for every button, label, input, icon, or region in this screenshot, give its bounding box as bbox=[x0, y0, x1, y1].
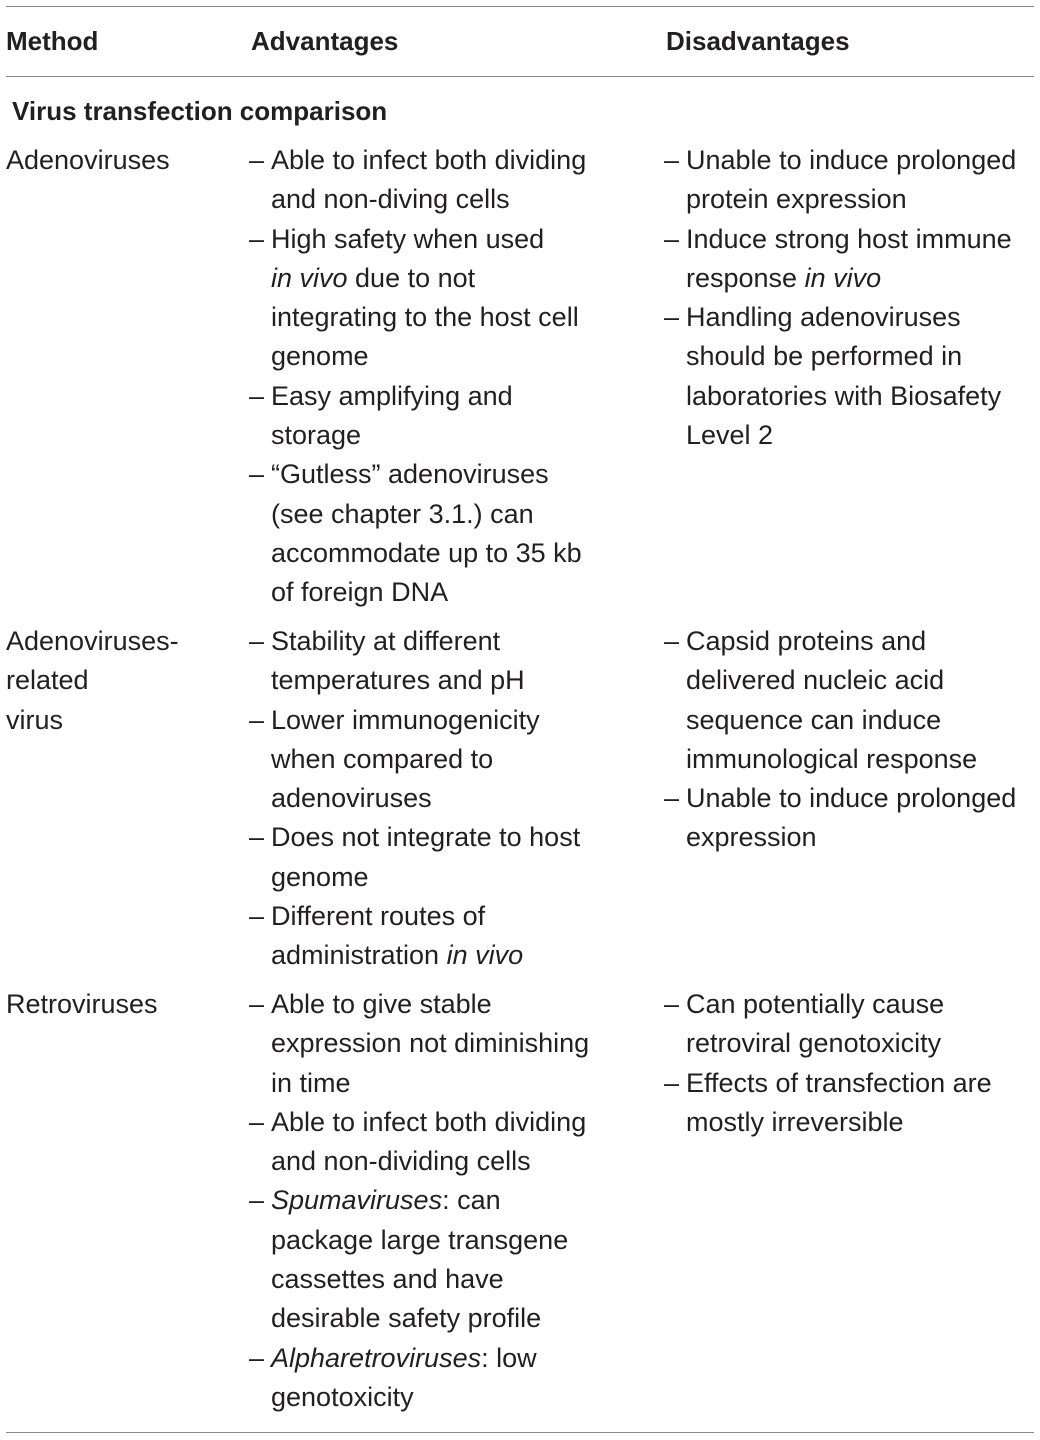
advantages-cell bbox=[249, 622, 639, 976]
item-text: cassettes and have bbox=[271, 1264, 504, 1295]
list-item bbox=[664, 1064, 1040, 1143]
bullet-dash: – bbox=[249, 223, 265, 254]
disadvantages-cell bbox=[664, 141, 1040, 455]
item-text: Does not integrate to host bbox=[271, 822, 581, 853]
item-text: Different routes of bbox=[271, 901, 486, 932]
method-cell bbox=[6, 141, 236, 180]
item-text: desirable safety profile bbox=[271, 1303, 542, 1334]
item-text: genotoxicity bbox=[271, 1381, 414, 1412]
list-item bbox=[249, 818, 639, 897]
list-item bbox=[249, 220, 639, 377]
item-text: Stability at different bbox=[271, 626, 501, 656]
item-text: package large transgene bbox=[271, 1224, 569, 1255]
method-cell bbox=[6, 985, 236, 1024]
bullet-dash: – bbox=[664, 989, 680, 1019]
list-item bbox=[664, 622, 1040, 779]
method-text: virus bbox=[6, 704, 64, 735]
item-text: administration in vivo bbox=[271, 940, 524, 971]
header-method: Method bbox=[6, 26, 99, 56]
method-text: Adenoviruses bbox=[6, 145, 170, 175]
bullet-dash: – bbox=[249, 145, 265, 175]
item-text: retroviral genotoxicity bbox=[686, 1028, 942, 1059]
list-item bbox=[249, 701, 639, 819]
item-text: delivered nucleic acid bbox=[686, 665, 945, 696]
item-text: Lower immunogenicity bbox=[271, 704, 540, 735]
item-text: integrating to the host cell bbox=[271, 302, 579, 333]
item-text: (see chapter 3.1.) can bbox=[271, 498, 534, 529]
list-item bbox=[664, 779, 1040, 858]
item-text: Unable to induce prolonged bbox=[686, 145, 1017, 175]
item-text: of foreign DNA bbox=[271, 577, 449, 608]
item-text: response in vivo bbox=[686, 262, 882, 293]
bullet-dash: – bbox=[249, 901, 265, 932]
list-item bbox=[249, 1339, 639, 1418]
item-text: adenoviruses bbox=[271, 783, 432, 814]
bullet-dash: – bbox=[249, 459, 265, 490]
list-item bbox=[249, 455, 639, 612]
table-top-rule bbox=[6, 6, 1034, 7]
item-text: and non-diving cells bbox=[271, 184, 510, 215]
item-text: “Gutless” adenoviruses bbox=[271, 459, 549, 490]
list-item bbox=[249, 377, 639, 456]
header-rule bbox=[6, 76, 1034, 77]
list-item bbox=[664, 220, 1040, 299]
item-text: Spumaviruses: can bbox=[271, 1185, 501, 1216]
bullet-dash: – bbox=[249, 704, 265, 735]
bullet-dash: – bbox=[664, 223, 680, 254]
bullet-dash: – bbox=[249, 989, 265, 1019]
advantages-cell bbox=[249, 985, 639, 1417]
bullet-dash: – bbox=[664, 626, 680, 656]
item-text: in vivo due to not bbox=[271, 262, 476, 293]
table-bottom-rule bbox=[6, 1432, 1034, 1433]
method-text: Retroviruses bbox=[6, 989, 158, 1019]
disadvantages-cell bbox=[664, 985, 1040, 1142]
item-text: High safety when used bbox=[271, 223, 545, 254]
bullet-dash: – bbox=[249, 626, 265, 656]
list-item bbox=[249, 985, 639, 1103]
list-item bbox=[249, 1103, 639, 1182]
header-advantages: Advantages bbox=[251, 26, 399, 56]
list-item bbox=[664, 985, 1040, 1064]
list-item bbox=[249, 1181, 639, 1338]
item-text: laboratories with Biosafety bbox=[686, 380, 1002, 411]
item-text: when compared to bbox=[271, 743, 494, 774]
item-text: mostly irreversible bbox=[686, 1106, 904, 1137]
item-text: Handling adenoviruses bbox=[686, 302, 961, 333]
item-text: expression bbox=[686, 822, 817, 853]
list-item bbox=[664, 298, 1040, 455]
bullet-dash: – bbox=[249, 1185, 265, 1216]
item-text: temperatures and pH bbox=[271, 665, 525, 696]
list-item bbox=[249, 141, 639, 220]
bullet-dash: – bbox=[664, 302, 680, 333]
method-cell bbox=[6, 622, 236, 740]
item-text: accommodate up to 35 kb bbox=[271, 537, 582, 568]
item-text: Able to infect both dividing bbox=[271, 1106, 587, 1137]
bullet-dash: – bbox=[249, 1106, 265, 1137]
header-disadvantages: Disadvantages bbox=[666, 26, 850, 56]
item-text: Level 2 bbox=[686, 420, 774, 451]
bullet-dash: – bbox=[664, 145, 680, 175]
item-text: and non-dividing cells bbox=[271, 1146, 531, 1177]
method-text: Adenoviruses- bbox=[6, 626, 179, 656]
item-text: immunological response bbox=[686, 743, 978, 774]
item-text: Induce strong host immune bbox=[686, 223, 1012, 254]
item-text: in time bbox=[271, 1067, 351, 1098]
item-text: Effects of transfection are bbox=[686, 1067, 992, 1098]
item-text: Unable to induce prolonged bbox=[686, 783, 1017, 814]
method-text: related bbox=[6, 665, 89, 696]
item-text: Capsid proteins and bbox=[686, 626, 927, 656]
list-item bbox=[664, 141, 1040, 220]
item-text: protein expression bbox=[686, 184, 907, 215]
bullet-dash: – bbox=[664, 1067, 680, 1098]
section-title: Virus transfection comparison bbox=[12, 96, 388, 126]
item-text: Able to infect both dividing bbox=[271, 145, 587, 175]
item-text: Able to give stable bbox=[271, 989, 492, 1019]
item-text: genome bbox=[271, 341, 369, 372]
item-text: Easy amplifying and bbox=[271, 380, 513, 411]
item-text: Alpharetroviruses: low bbox=[271, 1342, 537, 1373]
item-text: Can potentially cause bbox=[686, 989, 945, 1019]
item-text: genome bbox=[271, 861, 369, 892]
list-item bbox=[249, 897, 639, 976]
bullet-dash: – bbox=[249, 380, 265, 411]
bullet-dash: – bbox=[249, 1342, 265, 1373]
item-text: expression not diminishing bbox=[271, 1028, 590, 1059]
item-text: sequence can induce bbox=[686, 704, 942, 735]
list-item bbox=[249, 622, 639, 701]
item-text: storage bbox=[271, 420, 362, 451]
bullet-dash: – bbox=[249, 822, 265, 853]
item-text: should be performed in bbox=[686, 341, 963, 372]
advantages-cell bbox=[249, 141, 639, 613]
bullet-dash: – bbox=[664, 783, 680, 814]
disadvantages-cell bbox=[664, 622, 1040, 858]
